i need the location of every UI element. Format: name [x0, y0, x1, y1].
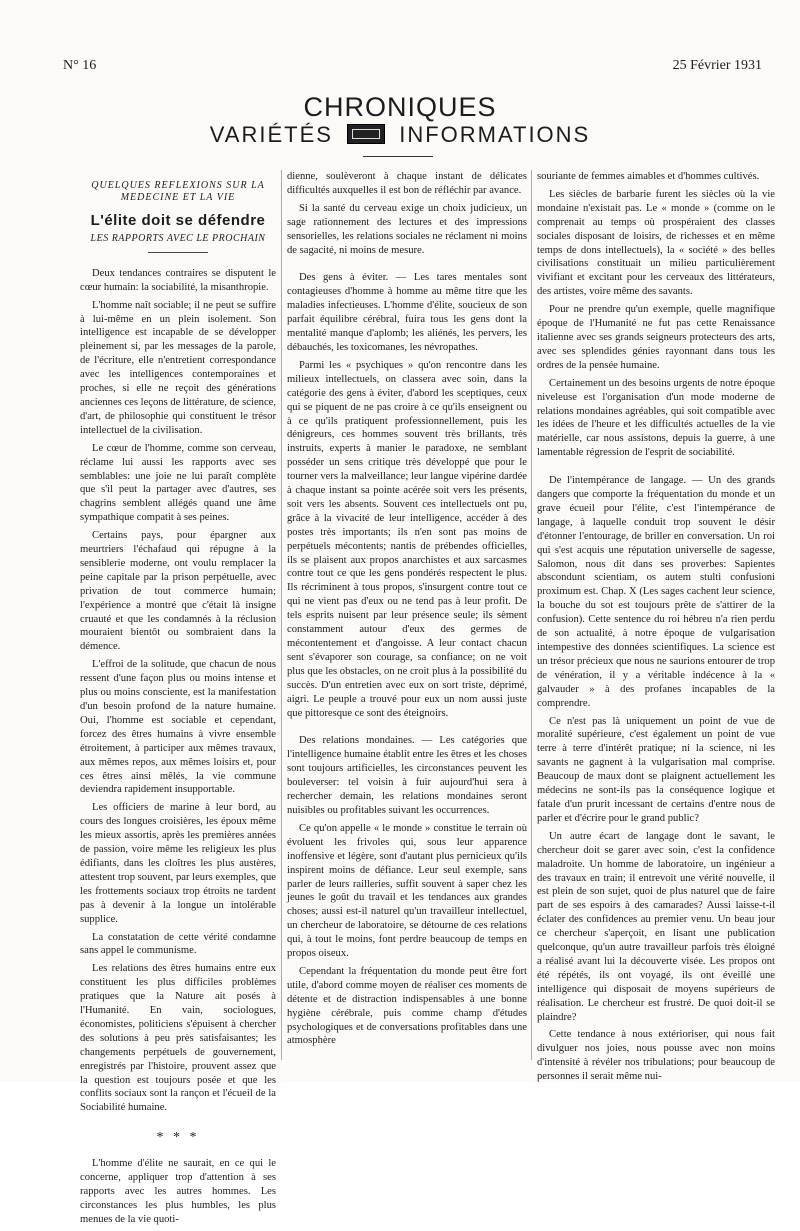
article-subtitle: LES RAPPORTS AVEC LE PROCHAIN — [90, 232, 266, 244]
section-intemperance-langage: De l'intempérance de langage. — Un des grands dangers que comporte la fréquentation du monde et un grave écueil pour l'élite, c'est l'intempérance de langage, à laquelle conduit trop souvent le désir d'étonner l'entourage, de briller en conversation. Un roi qui s'est acquis une réputation universelle de sagesse, Salomon, nous dit dans ses proverbes: Sapientes abscondunt scientiam, os autem stulti confusioni proximum est. Chap. X (Les sages cachent leur science, la bouche du sot est toujours prête de s'attirer de la confusion). Cette sentence du roi hébreu n'a rien perdu de son actualité, à notre époque de vulgarisation intempestive des données scientifiques. La science est un trésor précieux que nous ne saurions entourer de trop de vénération, il y a véritable indécence à la « galvauder » à des profanes incapables de la comprendre. — [537, 475, 775, 709]
section-stars: * * * — [156, 1130, 200, 1146]
paragraph: Certains pays, pour épargner aux meurtriers l'échafaud qui répugne à la sensiblerie moderne, ont voulu remplacer la peine capitale par la prison perpétuelle, avec privation de tout commerce humain; l'expérience a montré que c'était là insigne cruauté et que les condamnés à la réclusion mouraient bientôt ou sombraient dans la démence. — [80, 530, 276, 653]
paragraph: Certainement un des besoins urgents de notre époque niveleuse est l'organisation d'un mode moderne de relations mondaines agréables, qui soit compatible avec les idées de l'heure et les difficultés actuelles de la vie matérielle, car nous assistons, depuis la guerre, à une lamentable régression de l'esprit de sociabilité. — [537, 377, 775, 459]
masthead-informations: INFORMATIONS — [399, 122, 591, 147]
column-1 — [80, 180, 276, 1231]
article-kicker: QUELQUES REFLEXIONS SUR LA MEDECINE ET LA VIE — [91, 180, 265, 203]
masthead-varietes: VARIÉTÉS — [209, 122, 333, 147]
column-divider — [531, 170, 532, 1060]
paragraph: dienne, soulèveront à chaque instant de délicates difficultés auxquelles il est bon de réfléchir par avance. — [287, 171, 527, 196]
paragraph: Les relations des êtres humains entre eux constituent les plus difficiles problèmes pratiques que la Nature ait posés à l'Humanité. En vain, sociologues, économistes, politiciens s'épuisent à chercher des solutions à peu près satisfaisantes; les changements perpétuels de gouvernement, enregistrés par l'histoire, prouvent assez que la question est toujours posée et que les conflits sociaux sont la rançon et l'écueil de la Sociabilité humaine. — [80, 963, 276, 1114]
paragraph: La constatation de cette vérité condamne sans appel le communisme. — [80, 931, 276, 957]
paragraph: Un autre écart de langage dont le savant, le chercheur doit se garer avec soin, c'est la confidence maladroite. Un homme de laboratoire, un ingénieur a des travaux en train; il entrevoit une vérité nouvelle, il est plein de son sujet, quoi de plus naturel que de faire part de ses espoirs à des camarades? Aussi laisse-t-il éclater des confidences au premier venu. Un beau jour ce chercheur s'aperçoit, en lisant une publication quelconque, qu'un autre travailleur parfois très éloigné a réalisé avant lui la découverte visée. Les propos ont été répétés, ils ont voyagé, ils ont éveillé une intelligence qui disposait de moyens supérieurs de réalisation. Le chercheur est frustré. De quoi doit-il se plaindre? — [537, 830, 775, 1023]
paragraph: Ce n'est pas là uniquement un point de vue de moralité supérieure, c'est également un point de vue terre à terre d'intérêt pratique; ni la science, ni les savants ne gagnent à la vulgarisation mal comprise. Beaucoup de maux dont se plaignent actuellement les médecins ne sont-ils pas la conséquence logique et fatale d'un prurit incessant de certains d'entre nous de parler et d'écrire pour le grand public? — [537, 715, 775, 824]
issue-number: N° 16 — [63, 58, 97, 73]
section-gens-a-eviter: Des gens à éviter. — Les tares mentales sont contagieuses d'homme à homme au même titre que les maladies infectieuses. L'homme d'élite, soucieux de son parfait équilibre cérébral, fuira tous les gens dont la mentalité manque d'aplomb; les aliénés, les pervers, les débauchés, les toxicomanes, les névropathes. — [287, 272, 527, 353]
paragraph: Cependant la fréquentation du monde peut être fort utile, d'abord comme moyen de réaliser ces moments de détente et de distraction indispensables à une bonne hygiène cérébrale, puis comme champ d'études psychologiques et de conversations profitables dans une atmosphère — [287, 965, 527, 1047]
paragraph: souriante de femmes aimables et d'hommes cultivés. — [537, 171, 760, 182]
section-relations-mondaines: Des relations mondaines. — Les catégories que l'intelligence humaine établit entre les êtres et les choses sont toujours artificielles, les circonstances peuvent les bouleverser: tel voisin à fuir aujourd'hui sera à rechercher demain, les relations mondaines seront nuisibles ou profitables suivant les occurrences. — [287, 735, 527, 816]
column-divider — [281, 170, 282, 1060]
paragraph: Cette tendance à nous extérioriser, qui nous fait divulguer nos joies, nous pousse avec non moins d'intensité à révéler nos tribulations; pour beaucoup de personnes il serait même nui- — [537, 1029, 775, 1083]
article-title: L'élite doit se défendre — [90, 212, 266, 229]
paragraph: Ce qu'on appelle « le monde » constitue le terrain où évoluent les frivoles qui, sous leur apparence inoffensive et légère, sont d'autant plus pernicieux qu'ils inspirent moins de défiance. Leur seul exemple, sans parler de leurs railleries, suffit souvent à saper chez les jeunes le goût du travail et les tendances aux grandes choses; aussi est-il naturel qu'un travailleur intellectuel, un chercheur de laboratoire, se détourne de ces relations qui, à tout le moins, font perdre beaucoup de temps en propos oiseux. — [287, 822, 527, 960]
paragraph: Le cœur de l'homme, comme son cerveau, réclame lui aussi les rapports avec ses semblables: une joie ne lui paraît complète que s'il peut la partager avec d'autres, ses chagrins semblent allégés quand une âme sympathique compatit à ses peines. — [80, 442, 276, 524]
paragraph: Les siècles de barbarie furent les siècles où la vie mondaine n'existait pas. Le « monde » (comme on le comprenait au temps où prospéraient des classes sociales disposant de loisirs, de richesses et en même temps de dons intellectuels), la « société » des belles civilisations constituait un milieu particulièrement vivifiant et excitant pour les cerveaux des littérateurs, des artistes, voire même des savants. — [537, 188, 775, 298]
paragraph: Parmi les « psychiques » qu'on rencontre dans les milieux intellectuels, on classera avec soin, dans la catégorie des gens à éviter, d'abord les sceptiques, ceux qui se piquent de ne pas croire à ce qu'ils enseignent ou à ce qu'ils pratiquent professionnellement, puis les dénigreurs, ces hommes souvent très brillants, très instruits, experts à manier le paradoxe, ne semblant posséder un sens critique très développé que pour le tourner vers la malveillance; leur langue vipérine dardée à chaque instant sa pointe acérée soit vers les présents, soit vers les absents. Souvent ces intellectuels ont pu, grâce à la vivacité de leur intelligence, accéder à des postes très importants; ils n'en sont pas moins de perpétuels mécontents; nantis de prébendes officielles, ils se plaisent aux propos anarchistes et aux sarcasmes contre tout ce que les gens pondérés respectent le plus. Ils récriminent à tous propos, s'insurgent contre tout ce qui ne vient pas d'eux ou ne tend pas à leur profit. De tels esprits nuisent par leur présence seule; ils sèment constamment autour d'eux des germes de mécontentement et d'angoisse. A leur contact chacun sent s'évaporer son courage, sa confiance; on ne voit plus que les obstacles, on ne croit plus à la possibilité du succès. D'un entretien avec eux on sort triste, déprimé, aigri. Le peuple a trouvé pour eux un nom aussi juste que pittoresque ce sont des éteignoirs. — [287, 359, 527, 719]
paragraph: Si la santé du cerveau exige un choix judicieux, un sage rationnement des lectures et des impressions sensorielles, les relations sociales ne réclament ni moins de sagacité, ni moins de mesure. — [287, 202, 527, 256]
paragraph: L'homme naît sociable; il ne peut se suffire à lui-même en un plein isolement. Son intelligence est incapable de se développer pleinement si, par les messages de la parole, de l'écriture, elle n'entretient correspondance avec les intelligences contemporaines et proches, si elle ne reçoit des générations anciennes ces leçons de littérature, de science, d'art, de philosophie qui constituent le trésor intellectuel de la civilisation. — [80, 299, 276, 436]
masthead-rule — [363, 156, 433, 157]
paragraph: Pour ne prendre qu'un exemple, quelle magnifique époque de l'Humanité ne fut pas cette Renaissance italienne avec ses grands seigneurs protecteurs des arts, avec ses splendides génies rayonnant dans tous les ordres de la pensée humaine. — [537, 304, 775, 371]
paragraph: Deux tendances contraires se disputent le cœur humain: la sociabilité, la misanthropie. — [80, 267, 276, 293]
paragraph: L'effroi de la solitude, que chacun de nous ressent d'une façon plus ou moins intense et plus ou moins consciente, est la manifestation d'un besoin profond de la nature humaine. Oui, l'homme est sociable et cependant, forcez des êtres humains à vivre ensemble étroitement, à participer aux mêmes travaux, aux mêmes repos, aux mêmes loisirs et, pour ces êtres ainsi mêlés, la vie commune deviendra rapidement insupportable. — [80, 659, 276, 796]
issue-date: 25 Février 1931 — [672, 58, 762, 73]
title-rule — [148, 252, 208, 253]
column-2 — [287, 170, 527, 1052]
paragraph: Les officiers de marine à leur bord, au cours des longues croisières, les époux même les mieux assortis, après les premières années de passion, voire même les religieux les plus édifiants, dans les cloîtres les plus austères, attestent trop souvent, par leurs exemples, que les frottements sociaux trop étroits ne tardent pas à devenir à la longue un intolérable supplice. — [80, 802, 276, 925]
masthead-title: CHRONIQUES — [303, 92, 497, 122]
column-3 — [537, 170, 775, 1088]
masthead-subtitle — [0, 122, 800, 148]
paragraph: L'homme d'élite ne saurait, en ce qui le concerne, appliquer trop d'attention à ses rapports avec les autres hommes. Les circonstances les plus humbles, les plus menues de la vie quoti- — [80, 1158, 276, 1225]
masthead-emblem-icon — [347, 124, 385, 144]
